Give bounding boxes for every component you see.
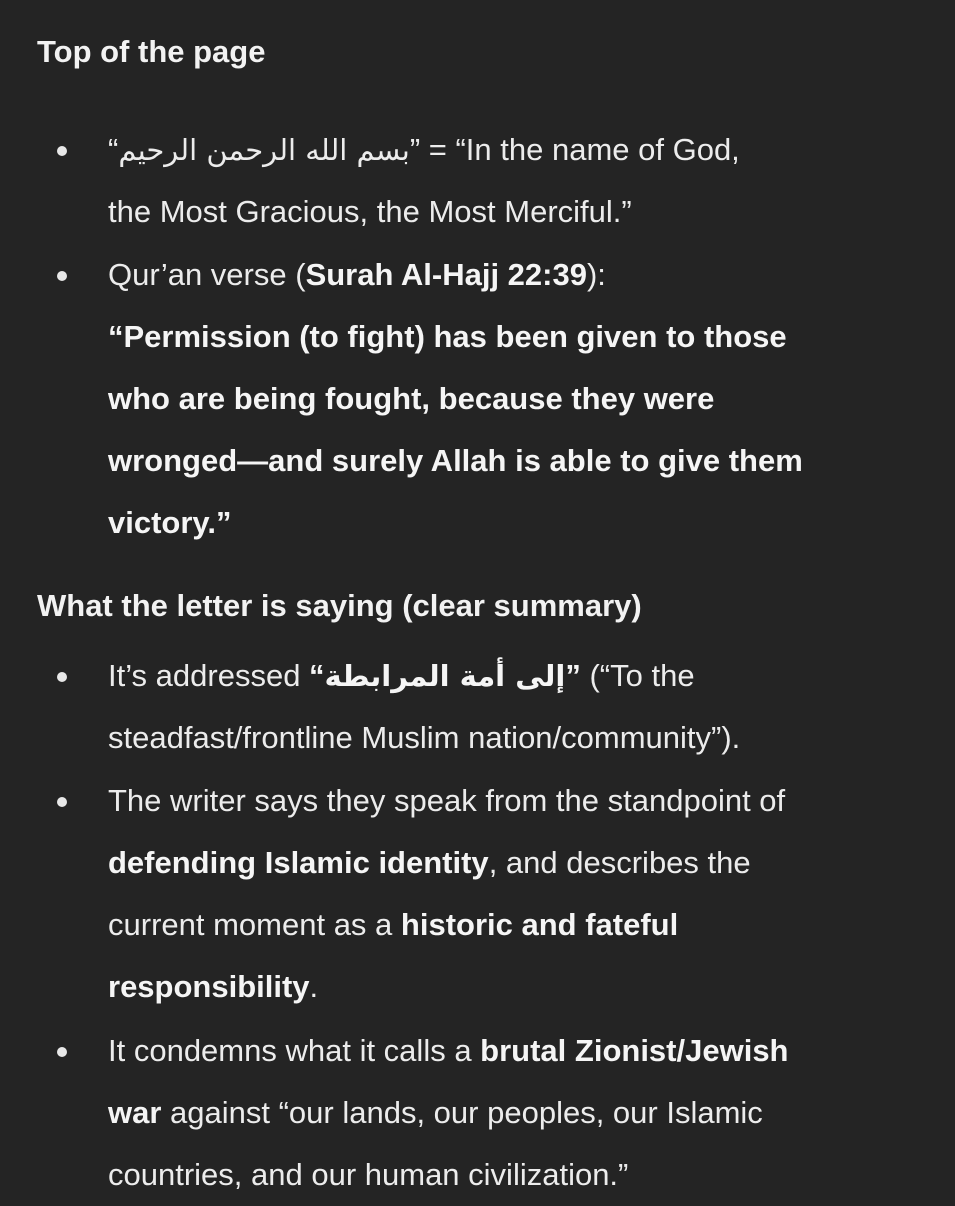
text-segment: countries, and our human civilization.” bbox=[108, 1157, 629, 1192]
text-segment: Qur’an verse ( bbox=[108, 257, 306, 292]
section-heading-top-of-page: Top of the page bbox=[37, 34, 266, 69]
list-item-text bbox=[108, 770, 785, 1018]
bullet-icon bbox=[57, 672, 67, 682]
text-line bbox=[108, 770, 785, 832]
text-line bbox=[108, 492, 803, 554]
bullet-icon bbox=[57, 1047, 67, 1057]
list-item-text bbox=[108, 244, 803, 554]
text-line bbox=[108, 956, 785, 1018]
bold-text: “ bbox=[309, 658, 325, 693]
bold-text: wronged—and surely Allah is able to give them bbox=[108, 443, 803, 478]
text-segment: The writer says they speak from the standpoint of bbox=[108, 783, 786, 818]
text-segment: the Most Gracious, the Most Merciful.” bbox=[108, 194, 632, 229]
bold-text: “Permission (to fight) has been given to those bbox=[108, 319, 787, 354]
text-segment: “ bbox=[108, 132, 119, 167]
arabic-text: إلى أمة المرابطة bbox=[324, 659, 566, 693]
text-segment: current moment as a bbox=[108, 907, 401, 942]
bold-text: who are being fought, because they were bbox=[108, 381, 715, 416]
text-segment: (“To the bbox=[580, 658, 695, 693]
text-line bbox=[108, 306, 803, 368]
text-line bbox=[108, 368, 803, 430]
bold-text: responsibility bbox=[108, 969, 310, 1004]
text-segment: It condemns what it calls a bbox=[108, 1033, 481, 1068]
text-line bbox=[108, 1082, 789, 1144]
arabic-text: بسم الله الرحمن الرحيم bbox=[118, 133, 410, 167]
text-segment: , and describes the bbox=[488, 845, 751, 880]
text-segment: steadfast/frontline Muslim nation/community”). bbox=[108, 720, 741, 755]
bold-text: ” bbox=[565, 658, 581, 693]
text-segment: It’s addressed bbox=[108, 658, 310, 693]
text-line bbox=[108, 832, 785, 894]
text-segment: against “our lands, our peoples, our Islamic bbox=[161, 1095, 763, 1130]
section-heading-letter-summary: What the letter is saying (clear summary) bbox=[37, 588, 642, 623]
bold-text: defending Islamic identity bbox=[108, 845, 489, 880]
list-item-text bbox=[108, 1020, 789, 1206]
bold-text: historic and fateful bbox=[400, 907, 679, 942]
list-item-text bbox=[108, 645, 740, 769]
text-segment: . bbox=[309, 969, 319, 1004]
bold-text: brutal Zionist/Jewish bbox=[480, 1033, 789, 1068]
bullet-icon bbox=[57, 271, 67, 281]
bold-text: war bbox=[108, 1095, 162, 1130]
list-item-text bbox=[108, 119, 740, 243]
text-segment: ” = “In the name of God, bbox=[409, 132, 740, 167]
text-segment: ): bbox=[586, 257, 606, 292]
bold-text: Surah Al-Hajj 22:39 bbox=[305, 257, 587, 292]
text-line bbox=[108, 645, 740, 707]
text-line bbox=[108, 119, 740, 181]
text-line bbox=[108, 1144, 789, 1206]
text-line bbox=[108, 430, 803, 492]
text-line bbox=[108, 244, 803, 306]
text-line bbox=[108, 1020, 789, 1082]
bullet-icon bbox=[57, 797, 67, 807]
bold-text: victory.” bbox=[108, 505, 232, 540]
text-line bbox=[108, 181, 740, 243]
bullet-icon bbox=[57, 146, 67, 156]
text-line bbox=[108, 707, 740, 769]
text-line bbox=[108, 894, 785, 956]
